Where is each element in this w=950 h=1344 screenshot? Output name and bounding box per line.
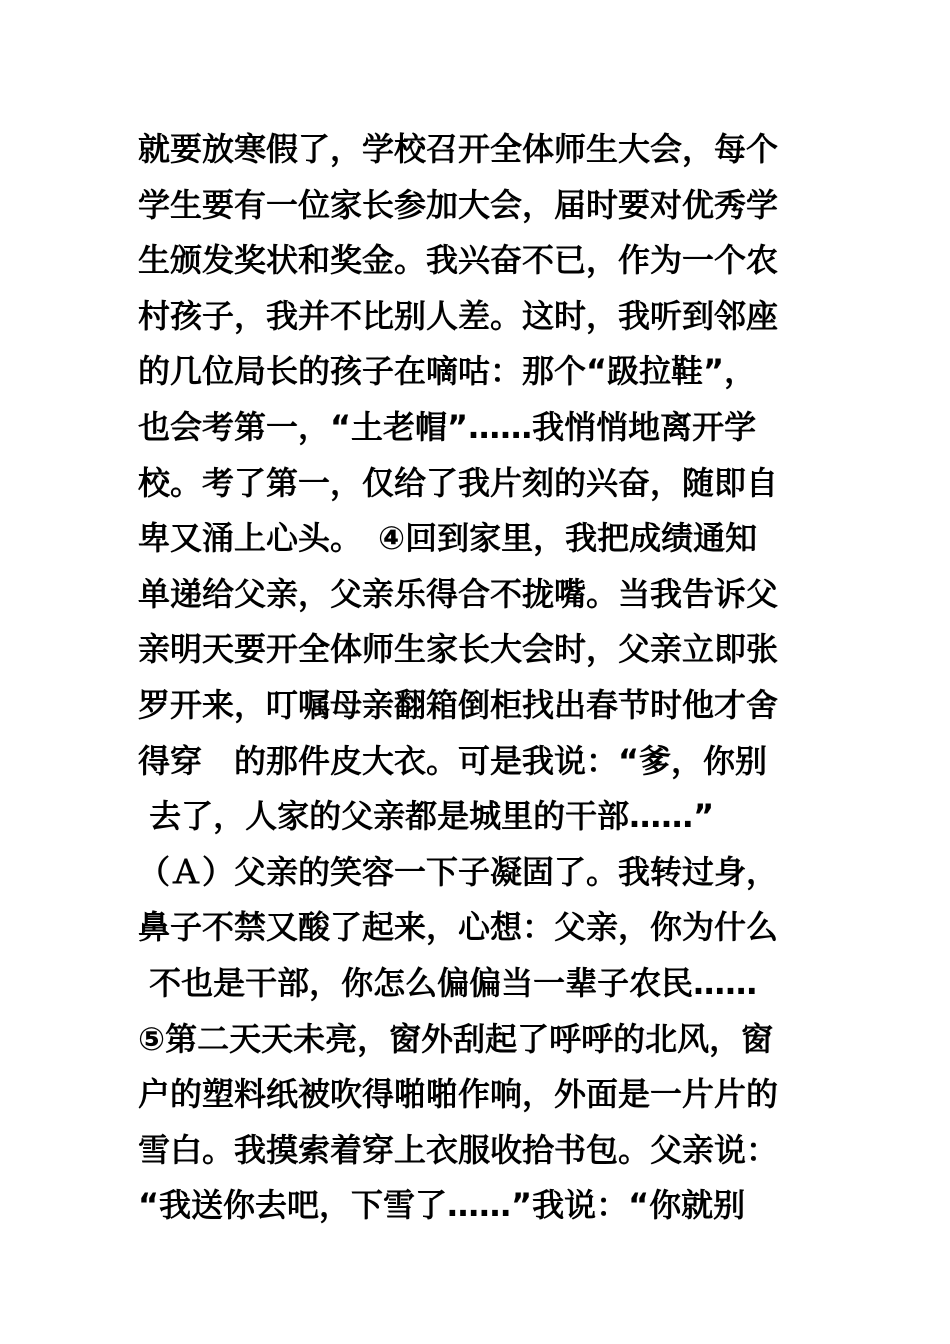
text-line-3: 生颁发奖状和奖金。我兴奋不已，作为一个农: [138, 241, 779, 280]
text-line-2: 学生要有一位家长参加大会，届时要对优秀学: [138, 185, 779, 224]
text-line-16: 不也是干部，你怎么偏偏当一辈子农民……: [138, 963, 758, 1002]
text-line-17: ⑤第二天天未亮，窗外刮起了呼呼的北风，窗: [138, 1019, 774, 1058]
text-line-1: 就要放寒假了，学校召开全体师生大会，每个: [138, 130, 779, 168]
text-line-20: “我送你去吧，下雪了……”我说：“你就别: [138, 1186, 746, 1225]
text-line-18: 户的塑料纸被吹得啪啪作响，外面是一片片的: [138, 1075, 779, 1114]
text-line-14: （Ａ）父亲的笑容一下子凝固了。我转过身，: [138, 852, 779, 891]
text-line-19: 雪白。我摸索着穿上衣服收拾书包。父亲说：: [138, 1130, 779, 1169]
text-line-10: 亲明天要开全体师生家长大会时，父亲立即张: [138, 630, 779, 669]
text-line-7: 校。考了第一，仅给了我片刻的兴奋，随即自: [138, 463, 779, 502]
text-line-5: 的几位局长的孩子在嘀咕：那个“趿拉鞋”，: [138, 352, 757, 391]
text-line-4: 村孩子，我并不比别人差。这时，我听到邻座: [138, 296, 779, 335]
text-line-9: 单递给父亲，父亲乐得合不拢嘴。当我告诉父: [138, 574, 779, 613]
text-line-6: 也会考第一，“土老帽”……我悄悄地离开学: [138, 407, 757, 446]
text-line-15: 鼻子不禁又酸了起来，心想：父亲，你为什么: [138, 908, 779, 947]
text-line-8: 卑又涌上心头。 ④回到家里，我把成绩通知: [138, 519, 758, 558]
text-line-13: 去了，人家的父亲都是城里的干部……”: [138, 797, 715, 836]
body-text: [138, 122, 828, 1234]
text-line-11: 罗开来，叮嘱母亲翻箱倒柜找出春节时他才舍: [138, 685, 779, 724]
text-line-12: 得穿 的那件皮大衣。可是我说：“爹，你别: [138, 741, 768, 780]
